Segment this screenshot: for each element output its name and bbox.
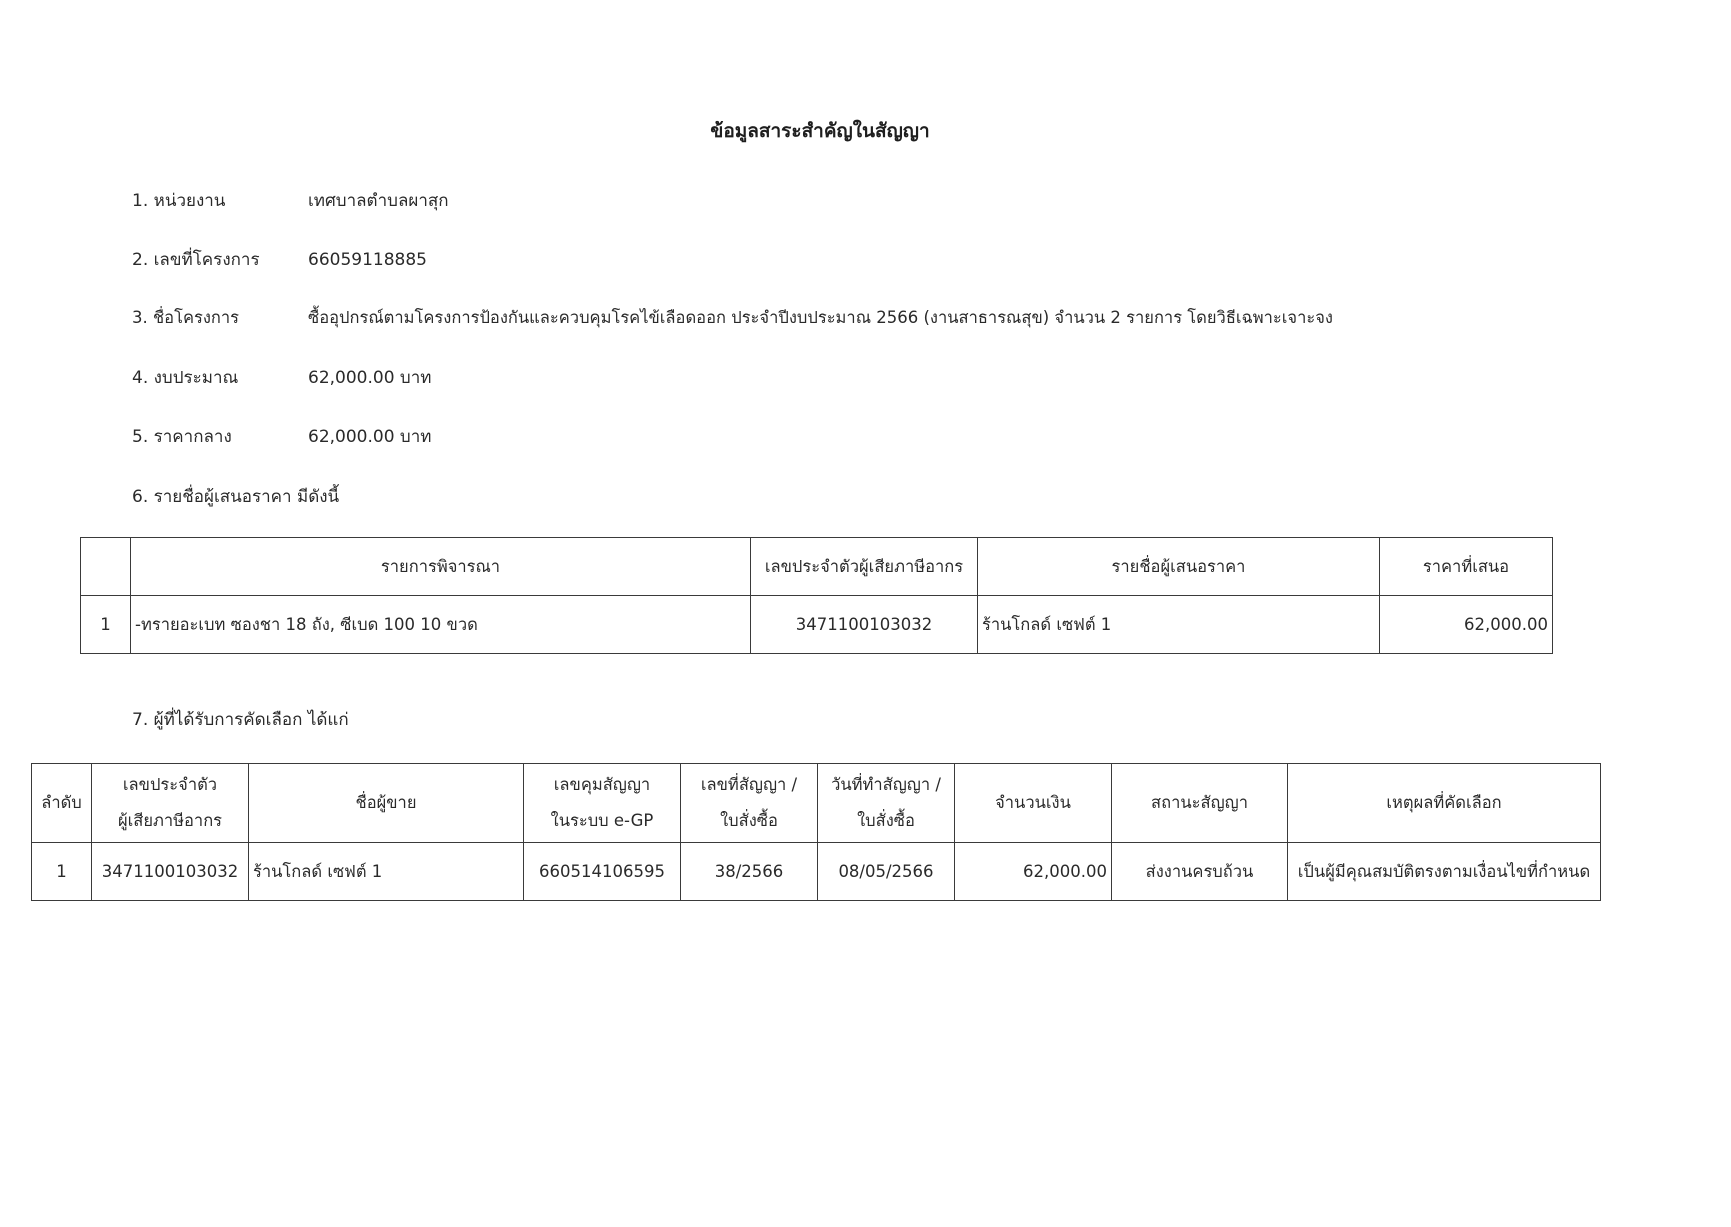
header-line: ผู้เสียภาษีอากร (117, 811, 223, 830)
info-budget (132, 364, 431, 391)
table-header-row (32, 764, 1601, 843)
header-line: ในระบบ e-GP (550, 811, 654, 830)
col-header-item: รายการพิจารณา (131, 538, 751, 596)
cell-egp: 660514106595 (524, 843, 681, 901)
col-header-reason: เหตุผลที่คัดเลือก (1288, 764, 1601, 843)
table-row (32, 843, 1601, 901)
info-label: 3. ชื่อโครงการ (132, 308, 240, 327)
col-header-status: สถานะสัญญา (1112, 764, 1288, 843)
cell-seller: ร้านโกลด์ เซฟต์ 1 (249, 843, 524, 901)
col-header-seq: ลำดับ (32, 764, 92, 843)
header-line: วันที่ทำสัญญา / (831, 775, 941, 794)
selected-table (31, 763, 1601, 901)
info-project-name (132, 305, 1333, 331)
col-header-amount: จำนวนเงิน (955, 764, 1112, 843)
col-header-egp (524, 764, 681, 843)
col-header-bidder: รายชื่อผู้เสนอราคา (978, 538, 1380, 596)
info-label: 4. งบประมาณ (132, 368, 239, 388)
cell-tax-id: 3471100103032 (92, 843, 249, 901)
info-agency (132, 187, 449, 214)
cell-no: 1 (81, 596, 131, 654)
document-title: ข้อมูลสาระสำคัญในสัญญา (710, 120, 930, 142)
cell-bidder-name: ร้านโกลด์ เซฟต์ 1 (978, 596, 1380, 654)
info-label: 2. เลขที่โครงการ (132, 250, 260, 270)
cell-item: -ทรายอะเบท ซองชา 18 ถัง, ซีเบด 100 10 ขวด (131, 596, 751, 654)
col-header-contract-no (681, 764, 818, 843)
table-row (81, 596, 1553, 654)
cell-reason: เป็นผู้มีคุณสมบัติตรงตามเงื่อนไขที่กำหนด (1288, 843, 1601, 901)
col-header-tax-id: เลขประจำตัวผู้เสียภาษีอากร (751, 538, 978, 596)
info-median-price (132, 423, 431, 450)
cell-status: ส่งงานครบถ้วน (1112, 843, 1288, 901)
info-value: 62,000.00 บาท (308, 427, 432, 447)
selected-heading: 7. ผู้ที่ได้รับการคัดเลือก ได้แก่ (132, 710, 349, 730)
cell-seq: 1 (32, 843, 92, 901)
header-line: เลขที่สัญญา / (700, 775, 798, 794)
bidders-table (80, 537, 1553, 654)
info-value: ซื้ออุปกรณ์ตามโครงการป้องกันและควบคุมโรคไข้เลือดออก ประจำปีงบประมาณ 2566 (งานสาธารณสุข) จำนวน 2 รายการ โดยวิธีเฉพาะเจาะจง (308, 308, 1333, 327)
info-value: 62,000.00 บาท (308, 368, 432, 388)
info-value: เทศบาลตำบลผาสุก (308, 191, 449, 211)
cell-price: 62,000.00 (1380, 596, 1553, 654)
col-header-blank (81, 538, 131, 596)
col-header-price: ราคาที่เสนอ (1380, 538, 1553, 596)
info-project-number (132, 246, 427, 273)
col-header-tax-id (92, 764, 249, 843)
header-line: ใบสั่งซื้อ (720, 811, 778, 830)
info-label: 1. หน่วยงาน (132, 191, 226, 211)
header-line: ใบสั่งซื้อ (857, 811, 915, 830)
cell-contract-no: 38/2566 (681, 843, 818, 901)
col-header-date (818, 764, 955, 843)
col-header-seller: ชื่อผู้ขาย (249, 764, 524, 843)
header-line: เลขประจำตัว (122, 775, 218, 794)
cell-date: 08/05/2566 (818, 843, 955, 901)
cell-tax-id: 3471100103032 (751, 596, 978, 654)
table-header-row (81, 538, 1553, 596)
info-value: 66059118885 (308, 250, 427, 270)
cell-amount: 62,000.00 (955, 843, 1112, 901)
info-label: 5. ราคากลาง (132, 427, 232, 447)
header-line: เลขคุมสัญญา (553, 775, 651, 794)
bidders-heading: 6. รายชื่อผู้เสนอราคา มีดังนี้ (132, 487, 340, 507)
